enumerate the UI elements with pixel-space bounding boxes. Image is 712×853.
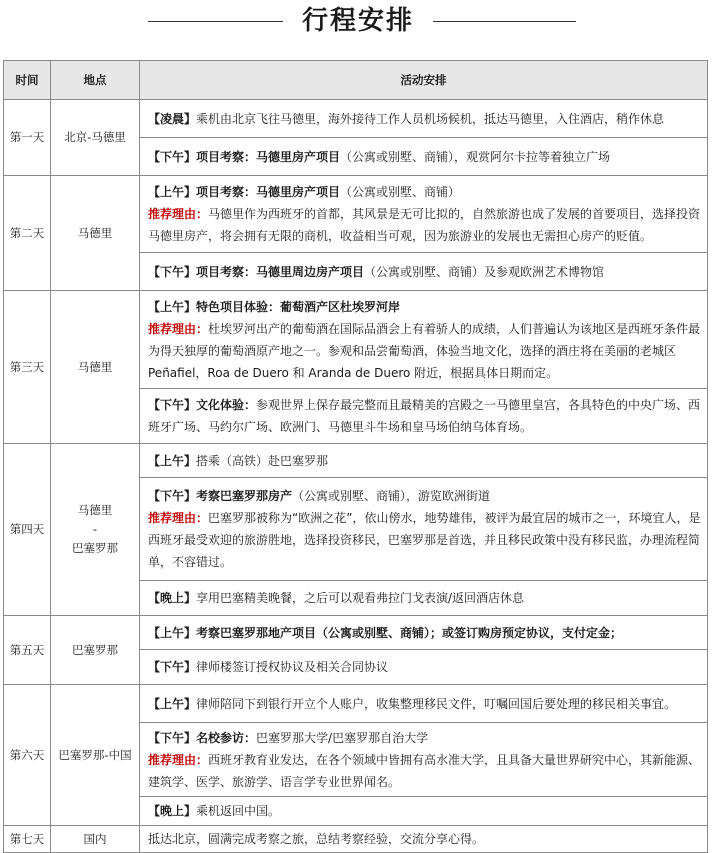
activity-row: [140, 138, 707, 175]
activity-bold: 考察巴塞罗那地产项目（公寓或别墅、商铺）；或签订购房预定协议，支付定金；: [196, 625, 623, 640]
reason-text: 马德里作为西班牙的首都，其风景是无可比拟的，自然旅游也成了发展的首要项目，选择投资马德里房产，将会拥有无限的商机，收益相当可观，因为旅游业的发展也无需担心房产的贬值。: [148, 207, 701, 243]
time-tag: 【晚上】: [148, 591, 197, 605]
header-day: 时间: [4, 61, 51, 100]
time-tag: 【上午】: [148, 299, 197, 314]
activity-row: [140, 581, 707, 615]
day-cell: 第六天: [4, 685, 51, 826]
place-line: 马德里: [77, 503, 113, 517]
activity-text: 抵达北京，圆满完成考察之旅，总结考察经验，交流分享心得。: [148, 832, 485, 846]
activity-text: 巴塞罗那大学/巴塞罗那自治大学: [256, 730, 429, 745]
time-tag: 【上午】: [148, 185, 197, 199]
table-row: [4, 100, 708, 176]
time-tag: 【上午】: [148, 625, 197, 640]
place-cell: 巴塞罗那-中国: [51, 685, 140, 826]
activity-cell: [140, 176, 708, 291]
title-bar: [0, 0, 712, 46]
place-cell: 北京-马德里: [51, 100, 140, 176]
reason-text: 西班牙教育业发达，在各个领域中皆拥有高水准大学，且具备大量世界研究中心，其新能源、建筑学、医学、旅游学、语言学专业世界闻名。: [148, 752, 701, 789]
activity-text: 搭乘（高铁）赴巴塞罗那: [196, 453, 329, 468]
day-cell: 第三天: [4, 291, 51, 444]
reason-label: 推荐理由：: [148, 511, 209, 525]
time-tag: 【凌晨】: [148, 111, 197, 126]
place-cell: 马德里: [51, 291, 140, 444]
reason-label: 推荐理由：: [148, 207, 209, 221]
table-row: [4, 291, 708, 444]
activity-row: [140, 685, 707, 723]
table-row: [4, 616, 708, 685]
activity-text: （公寓或别墅、商铺），观赏阿尔卡拉等着独立广场: [340, 149, 611, 164]
itinerary-table: [3, 60, 708, 853]
place-cell: [51, 444, 140, 616]
activity-cell: [140, 291, 708, 444]
activity-text: （公寓或别墅、商铺）: [340, 185, 461, 199]
place-line: 巴塞罗那: [72, 541, 118, 555]
activity-row: [140, 478, 707, 581]
place-cell: 巴塞罗那: [51, 616, 140, 685]
activity-bold: 特色项目体验：葡萄酒产区杜埃罗河岸: [196, 299, 401, 314]
day-cell: 第四天: [4, 444, 51, 616]
activity-cell: [140, 616, 708, 685]
activity-text: 乘机返回中国。: [196, 804, 281, 818]
activity-text: （公寓或别墅、商铺），游览欧洲街道: [292, 489, 491, 503]
activity-row: [140, 616, 707, 650]
header-place: 地点: [51, 61, 140, 100]
activity-bold: 考察巴塞罗那房产: [196, 489, 293, 503]
activity-row: [140, 176, 707, 253]
activity-row: [140, 723, 707, 797]
activity-row: [140, 826, 707, 852]
time-tag: 【下午】: [148, 660, 197, 674]
title-rule-right: [433, 21, 576, 22]
day-cell: 第一天: [4, 100, 51, 176]
place-cell: 国内: [51, 826, 140, 853]
table-header-row: [4, 61, 708, 100]
activity-bold: 文化体验：: [196, 398, 257, 412]
activity-bold: 项目考察：马德里房产项目: [196, 185, 341, 199]
activity-cell: [140, 444, 708, 616]
time-tag: 【下午】: [148, 398, 197, 412]
activity-bold: 项目考察：马德里房产项目: [196, 149, 341, 164]
time-tag: 【上午】: [148, 696, 197, 711]
time-tag: 【下午】: [148, 264, 197, 279]
activity-cell: [140, 685, 708, 826]
reason-label: 推荐理由：: [148, 752, 209, 767]
day-cell: 第七天: [4, 826, 51, 853]
activity-text: （公寓或别墅、商铺）及参观欧洲艺术博物馆: [364, 264, 605, 279]
time-tag: 【下午】: [148, 489, 197, 503]
time-tag: 【下午】: [148, 730, 197, 745]
page-title: 行程安排: [301, 6, 414, 36]
activity-bold: 项目考察：马德里周边房产项目: [196, 264, 365, 279]
activity-cell: [140, 826, 708, 853]
reason-text: 杜埃罗河出产的葡萄酒在国际品酒会上有着骄人的成绩，人们普遍认为该地区是西班牙条件最为得天独厚的葡萄酒原产地之一。参观和品尝葡萄酒，体验当地文化，选择的酒庄将在美丽的老城区 Peñafiel，Roa de Duero 和 Aranda de Duero 附近，根据具体日期而定。: [148, 321, 701, 380]
activity-text: 乘机由北京飞往马德里，海外接待工作人员机场候机，抵达马德里，入住酒店，稍作休息: [196, 111, 665, 126]
activity-row: [140, 650, 707, 684]
day-cell: 第五天: [4, 616, 51, 685]
day-cell: 第二天: [4, 176, 51, 291]
time-tag: 【上午】: [148, 453, 197, 468]
activity-row: [140, 291, 707, 389]
activity-cell: [140, 100, 708, 176]
table-row: [4, 685, 708, 826]
activity-text: 律师楼签订授权协议及相关合同协议: [196, 660, 389, 674]
activity-text: 享用巴塞精美晚餐，之后可以观看弗拉门戈表演/返回酒店休息: [196, 591, 525, 605]
table-row: [4, 176, 708, 291]
activity-text: 参观世界上保存最完整而且最精美的宫殿之一马德里皇宫，各具特色的中央广场、西班牙广场、马约尔广场、欧洲门、马德里斗牛场和皇马场伯纳乌体育场。: [148, 398, 701, 434]
reason-text: 巴塞罗那被称为“欧洲之花”，依山傍水，地势雄伟，被评为最宜居的城市之一，环境宜人，是西班牙最受欢迎的旅游胜地，选择投资移民，巴塞罗那是首选，并且移民政策中没有移民监，办理流程简单，不容错过。: [148, 511, 701, 569]
activity-row: [140, 100, 707, 138]
time-tag: 【晚上】: [148, 804, 197, 818]
activity-row: [140, 797, 707, 825]
activity-row: [140, 253, 707, 290]
header-activity: 活动安排: [140, 61, 708, 100]
time-tag: 【下午】: [148, 149, 197, 164]
title-rule-left: [148, 21, 283, 22]
reason-label: 推荐理由：: [148, 321, 209, 336]
activity-bold: 名校参访：: [196, 730, 257, 745]
table-row: [4, 826, 708, 853]
place-cell: 马德里: [51, 176, 140, 291]
activity-row: [140, 444, 707, 478]
place-line: -: [92, 522, 98, 536]
activity-row: [140, 389, 707, 443]
table-row: [4, 444, 708, 616]
activity-text: 律师陪同下到银行开立个人账户，收集整理移民文件，叮嘱回国后要处理的移民相关事宜。: [196, 696, 677, 711]
